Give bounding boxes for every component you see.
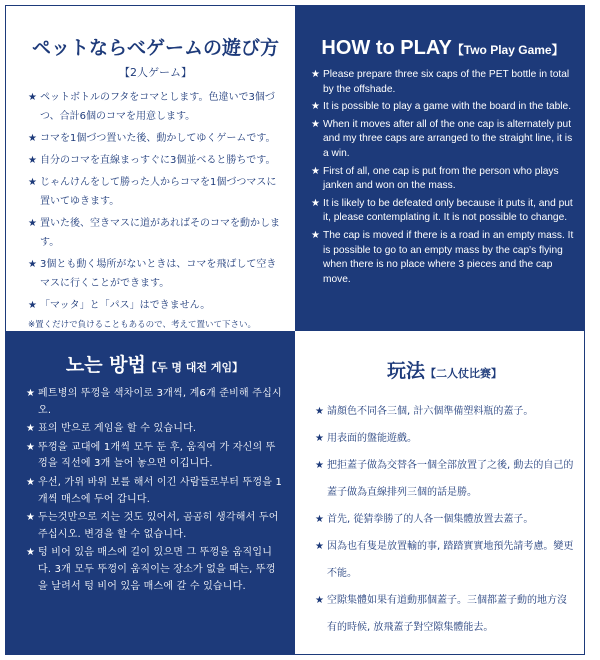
- rule-item: ★ Please prepare three six caps of the PET bottle in total by the offshade.: [311, 69, 570, 95]
- star-icon: ★: [311, 101, 321, 113]
- star-icon: ★: [26, 547, 36, 559]
- star-icon: ★: [26, 441, 36, 453]
- star-icon: ★: [315, 460, 324, 471]
- star-icon: ★: [311, 165, 321, 177]
- rule-item: ★ コマを1個づつ置いた後、動かしてゆくゲームです。: [28, 129, 283, 148]
- english-title: HOW to PLAY【Two Play Game】: [321, 37, 564, 59]
- english-rules-panel: [295, 6, 584, 331]
- star-icon: ★: [28, 300, 37, 311]
- rule-item: ★ 표의 반으로 게임을 할 수 있습니다.: [26, 421, 283, 438]
- star-icon: ★: [28, 155, 37, 166]
- rule-item: ★ It is possible to play a game with the board in the table.: [311, 100, 574, 115]
- star-icon: ★: [315, 406, 324, 417]
- rule-item: ★ When it moves after all of the one cap is alternately put and my three caps are arranged to the straight line, it is a win.: [311, 118, 573, 159]
- star-icon: ★: [28, 92, 37, 103]
- star-icon: ★: [311, 197, 321, 209]
- star-icon: ★: [315, 595, 324, 606]
- chinese-rules-list: [315, 398, 574, 641]
- star-icon: ★: [26, 388, 36, 399]
- rule-item: ★ 把拒蓋子做為交替各一個全部放置了之後, 動去的自己的蓋子做為直線排列三個的話是勝。: [315, 452, 574, 506]
- star-icon: ★: [28, 177, 37, 188]
- rule-item: ★ The cap is moved if there is a road in an empty mass. It is possible to go to an empty mass by the cap's flying when there is no place where 3 pieces and the cap move.: [311, 229, 574, 285]
- rule-item: ★ 텅 비어 있음 매스에 길이 있으면 그 뚜껑을 움직입니다. 3개 모두 뚜껑이 움직이는 장소가 없을 때는, 뚜껑을 날려서 텅 비어 있음 매스에 갈 수 있습니다.: [26, 547, 276, 592]
- star-icon: ★: [26, 423, 36, 435]
- korean-rules-list: [26, 386, 283, 595]
- japanese-subtitle: 【2人ゲーム】: [119, 66, 192, 79]
- rule-item: ★ 用表面的盤能遊戲。: [315, 425, 574, 452]
- rule-item: ★ 請顏色不同各三個, 計六個準備塑料瓶的蓋子。: [315, 398, 574, 425]
- korean-rules-panel: [6, 331, 295, 654]
- rule-item: ★ 「マッタ」と「パス」はできません。: [28, 296, 283, 315]
- star-icon: ★: [28, 133, 37, 144]
- rule-item: ★ ペットボトルのフタをコマとします。色違いで3個づつ、合計6個のコマを用意します。: [28, 88, 283, 126]
- japanese-rules-list: [28, 88, 283, 315]
- rule-item: ★ 自分のコマを直線まっすぐに3個並べると勝ちです。: [28, 151, 283, 170]
- star-icon: ★: [311, 118, 321, 130]
- japanese-note: ※置くだけで負けることもあるので、考えて置いて下さい。: [28, 320, 256, 330]
- star-icon: ★: [311, 69, 321, 80]
- star-icon: ★: [26, 476, 36, 488]
- rule-item: ★ 首先, 從猜拳勝了的人各一個集體放置去蓋子。: [315, 506, 574, 533]
- star-icon: ★: [315, 541, 324, 552]
- rule-item: ★ 뚜껑을 교대에 1개씩 모두 둔 후, 움직여 가 자신의 뚜껑을 직선에 3개 늘어 놓으면 이깁니다.: [26, 441, 276, 470]
- star-icon: ★: [315, 433, 324, 444]
- rule-item: ★ 空隙集體如果有道動那個蓋子。三個都蓋子動的地方沒有的時候, 放飛蓋子對空隙集體能去。: [315, 587, 574, 641]
- star-icon: ★: [311, 229, 321, 241]
- rule-item: ★ 우선, 가위 바위 보를 해서 이긴 사람들로부터 뚜껑을 1개씩 매스에 두어 갑니다.: [26, 476, 283, 505]
- korean-title: 노는 방법【두 명 대전 게임】: [65, 354, 244, 376]
- rule-item: ★ 3個とも動く場所がないときは、コマを飛ばして空きマスに行くことができます。: [28, 255, 283, 293]
- chinese-subtitle: 【二人仗比赛】: [425, 367, 502, 380]
- star-icon: ★: [28, 259, 37, 270]
- rule-item: ★ じゃんけんをして勝った人からコマを1個づつマスに置いてゆきます。: [28, 173, 283, 211]
- chinese-rules-panel: [295, 331, 584, 654]
- english-rules-list: [311, 68, 574, 287]
- star-icon: ★: [315, 514, 324, 525]
- japanese-title: ペットならべゲームの遊び方: [31, 37, 279, 59]
- rule-item: ★ 두는것만으로 지는 것도 있어서, 곰곰히 생각해서 두어 주십시오. 변경을 할 수 없습니다.: [26, 512, 279, 540]
- star-icon: ★: [26, 512, 36, 524]
- chinese-title: 玩法【二人仗比赛】: [386, 360, 502, 382]
- rule-item: ★ First of all, one cap is put from the person who plays janken and won on the mass.: [311, 165, 559, 192]
- rule-item: ★ 페트병의 뚜껑을 색차이로 3개씩, 계6개 준비해 주십시오.: [26, 388, 282, 416]
- rule-item: ★ 置いた後、空きマスに道があればそのコマを動かします。: [28, 214, 283, 252]
- rule-item: ★ 因為也有隻是放置輸的事, 踏踏實實地預先請考慮。變更不能。: [315, 533, 574, 587]
- korean-subtitle: 【두 명 대전 게임】: [145, 361, 244, 374]
- rule-item: ★ It is likely to be defeated only because it puts it, and put it, please contemplating it. It is not possible to change.: [311, 197, 573, 224]
- rules-card: [5, 5, 585, 655]
- english-subtitle: 【Two Play Game】: [451, 43, 564, 57]
- star-icon: ★: [28, 218, 37, 229]
- japanese-rules-panel: [6, 6, 295, 331]
